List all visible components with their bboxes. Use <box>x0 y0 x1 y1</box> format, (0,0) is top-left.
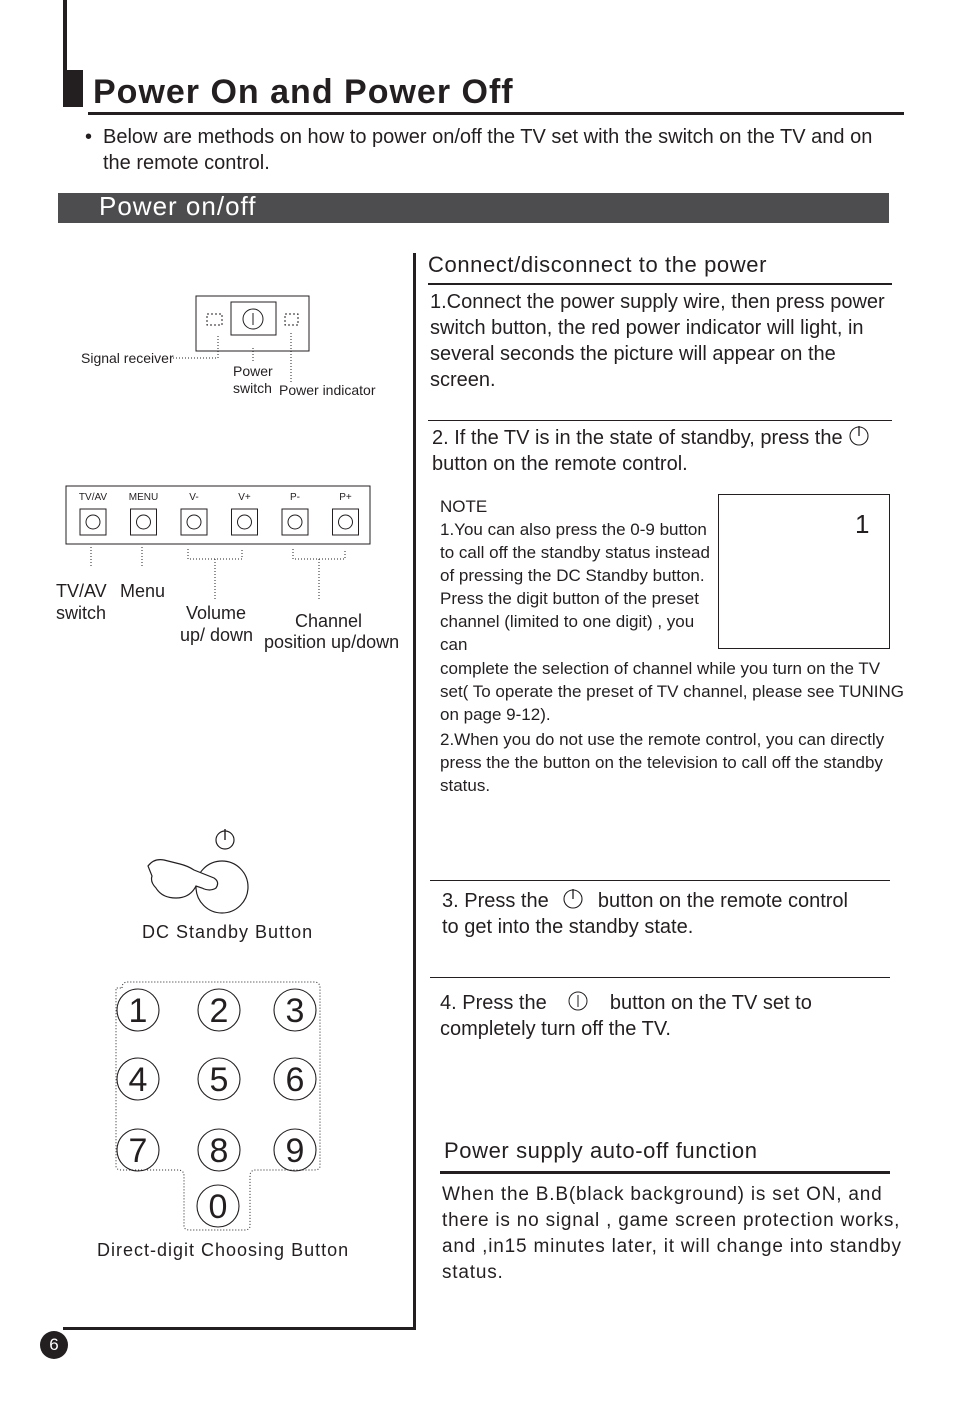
digit-keypad <box>110 980 330 1235</box>
page-number: 6 <box>40 1331 68 1359</box>
footer-rule <box>63 1327 415 1330</box>
step1-text: 1.Connect the power supply wire, then press power switch button, the red power indicator will light, in several seconds the picture will appear on the screen. <box>430 291 885 391</box>
panel-button-circle <box>187 515 201 529</box>
tvav-label: TV/AV <box>56 581 107 601</box>
intro-text: Below are methods on how to power on/off the TV set with the switch on the TV and on the remote control. <box>103 126 873 174</box>
page-title: Power On and Power Off <box>93 73 514 111</box>
dc-standby-label: DC Standby Button <box>142 922 314 942</box>
column-divider <box>413 253 416 1330</box>
divider-step2 <box>428 420 892 421</box>
step4-text-b: button on the TV set to <box>609 992 812 1014</box>
panel-button-circle <box>238 515 252 529</box>
autooff-text: When the B.B(black background) is set ON, and there is no signal , game screen protection works, and ,in15 minutes later, it will change into standby status. <box>442 1184 902 1283</box>
digit-key-label: 7 <box>128 1132 148 1170</box>
panel-button-label: MENU <box>128 492 159 503</box>
panel-button <box>181 509 207 535</box>
dc-standby-illustration <box>140 826 260 918</box>
section-title: Power on/off <box>99 191 257 221</box>
step2-line2: button on the remote control. <box>432 453 688 475</box>
panel-button-label: P+ <box>339 492 352 503</box>
panel-button-label: V- <box>189 492 199 503</box>
step4-line1 <box>440 990 812 1016</box>
note-title: NOTE <box>440 497 488 516</box>
digit-key-label: 8 <box>209 1132 229 1170</box>
autooff-title: Power supply auto-off function <box>444 1138 758 1163</box>
step3-line1 <box>442 888 848 914</box>
digit-key-label: 4 <box>128 1061 148 1099</box>
section-bar <box>58 193 889 223</box>
step3-text-a: 3. Press the <box>442 890 549 912</box>
menu-label: Menu <box>120 581 166 601</box>
note-1-continued: complete the selection of channel while you turn on the TV set( To operate the preset of TV channel, please see TUNING on page 9-12). <box>440 659 904 724</box>
switch-label: switch <box>233 380 272 396</box>
power-indicator-label: Power indicator <box>279 382 376 398</box>
step3-line2: to get into the standby state. <box>442 916 694 938</box>
power-icon <box>848 425 870 447</box>
panel-button-circle <box>137 515 151 529</box>
bullet-dot: • <box>85 126 93 148</box>
step4-text-a: 4. Press the <box>440 992 547 1014</box>
digit-key-label: 9 <box>285 1132 305 1170</box>
note-2-text: 2.When you do not use the remote control, you can directly press the the button on the television to call off the standby status. <box>440 730 885 795</box>
panel-button-label: P- <box>290 492 300 503</box>
intro-bullet <box>85 124 905 176</box>
panel-button-circle <box>339 515 353 529</box>
title-underline <box>88 112 904 115</box>
panel-button-label: TV/AV <box>78 492 108 503</box>
connect-underline <box>428 283 892 285</box>
channel-digit: 1 <box>855 509 870 539</box>
autooff-underline <box>440 1171 890 1174</box>
power-switch-icon <box>560 990 596 1012</box>
power-icon <box>560 888 586 910</box>
header-vertical-bar <box>63 0 67 72</box>
divider-step4 <box>430 977 890 978</box>
keypad-label: Direct-digit Choosing Button <box>97 1240 350 1260</box>
digit-key-label: 3 <box>285 992 305 1030</box>
volume-label: Volume <box>186 603 247 623</box>
header-black-block <box>63 70 83 107</box>
step3-text-b: button on the remote control <box>597 890 848 912</box>
channel-screen-box <box>718 494 890 649</box>
signal-receiver-label: Signal receiver <box>81 350 174 366</box>
control-button-panel <box>60 483 380 603</box>
digit-key-label: 2 <box>209 992 229 1030</box>
power-label: Power <box>233 363 273 379</box>
channel-position-label: position up/down <box>264 632 400 652</box>
panel-button <box>131 509 157 535</box>
panel-button <box>333 509 359 535</box>
panel-button <box>80 509 106 535</box>
panel-button <box>232 509 258 535</box>
panel-button-circle <box>288 515 302 529</box>
channel-label: Channel <box>295 611 363 631</box>
step2-text-a: 2. If the TV is in the state of standby, press the <box>432 427 843 449</box>
digit-key-label: 1 <box>128 992 148 1030</box>
panel-button-circle <box>86 515 100 529</box>
digit-key-label: 0 <box>208 1188 228 1226</box>
step2-line1 <box>432 425 870 451</box>
digit-key-label: 6 <box>285 1061 305 1099</box>
volume-updown-label: up/ down <box>180 625 254 645</box>
panel-button <box>282 509 308 535</box>
step4-line2: completely turn off the TV. <box>440 1018 671 1040</box>
digit-key-label: 5 <box>209 1061 229 1099</box>
panel-button-label: V+ <box>238 492 251 503</box>
connect-title: Connect/disconnect to the power <box>428 252 768 277</box>
divider-step3 <box>430 880 890 881</box>
note-1-text: 1.You can also press the 0-9 button to call off the standby status instead of pressing the DC Standby button. Press the digit button of the preset channel (limited to one digit) , you can <box>440 520 710 654</box>
tvav-switch-label: switch <box>56 603 107 623</box>
